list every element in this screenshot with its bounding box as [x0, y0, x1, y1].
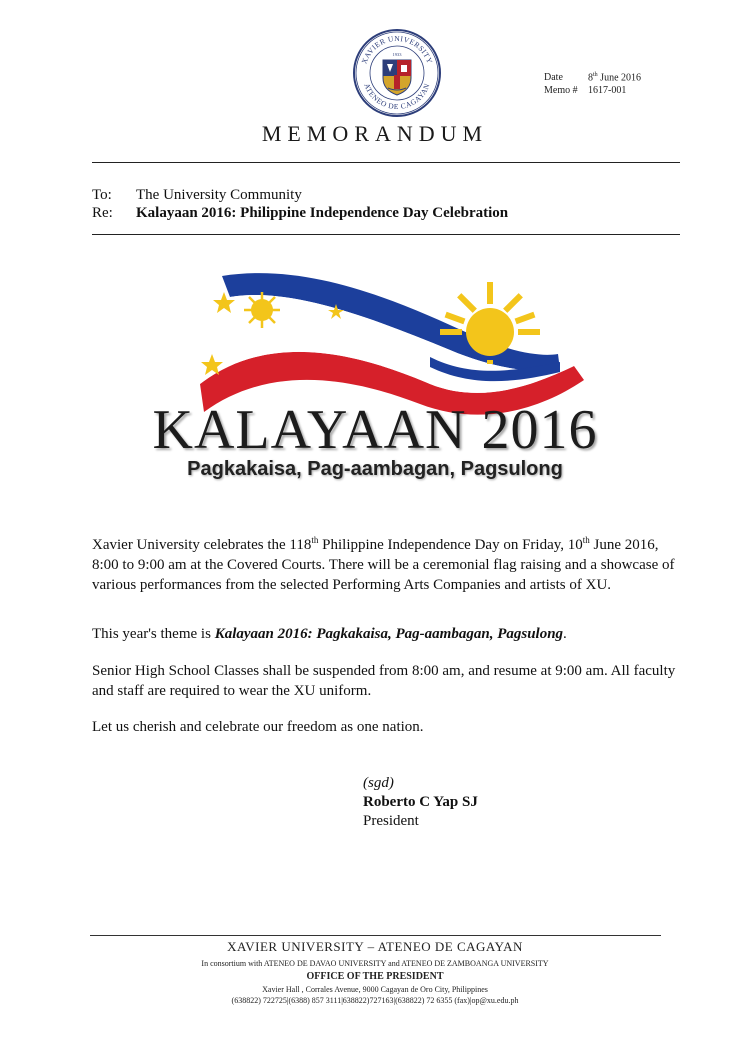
footer-address: Xavier Hall , Corrales Avenue, 9000 Cagayan de Oro City, Philippines [262, 985, 488, 994]
svg-text:ATENEO DE CAGAYAN: ATENEO DE CAGAYAN [362, 81, 432, 112]
sgd-mark: (sgd) [363, 775, 394, 791]
footer-divider [90, 935, 661, 936]
signatory-name: Roberto C Yap SJ [363, 794, 478, 810]
p2-theme: Kalayaan 2016: Pagkakaisa, Pag-aambagan, Pagsulong [214, 626, 564, 642]
memo-number: 1617-001 [588, 85, 627, 97]
re-line [92, 204, 508, 222]
to-label: To: [92, 187, 112, 203]
body-paragraph-1 [92, 530, 682, 595]
footer-contact: (638822) 722725|(6388) 857 3111|638822)727163|(638822) 72 6355 (fax)|op@xu.edu.ph [231, 996, 519, 1005]
memo-meta [544, 69, 641, 97]
footer-university: XAVIER UNIVERSITY – ATENEO DE CAGAYAN [227, 939, 523, 954]
re-value: Kalayaan 2016: Philippine Independence Day Celebration [136, 205, 509, 221]
to-line [92, 186, 302, 204]
body-paragraph-2 [92, 624, 682, 644]
signature-block [363, 774, 478, 831]
body-paragraph-4: Let us cherish and celebrate our freedom as one nation. [92, 719, 424, 735]
p1-text-c: June 2016, 8:00 to 9:00 am at the Covered Courts. There will be a ceremonial flag raising and a showcase of various performances from the selected Performing Arts Companies and artists of XU. [92, 537, 675, 593]
divider [92, 234, 680, 235]
p2-text-b: . [563, 626, 567, 642]
footer-office: OFFICE OF THE PRESIDENT [306, 971, 444, 982]
to-value: The University Community [136, 187, 302, 203]
p1-sup-1: th [311, 535, 319, 545]
banner-title: KALAYAAN 2016 [152, 399, 598, 461]
date-label: Date [544, 72, 563, 84]
re-label: Re: [92, 205, 113, 221]
p1-sup-2: th [582, 535, 590, 545]
svg-text:XAVIER UNIVERSITY: XAVIER UNIVERSITY [359, 33, 435, 66]
memo-title: MEMORANDUM [261, 121, 489, 146]
date-day: 8 [588, 72, 593, 84]
banner-tagline: Pagkakaisa, Pag-aambagan, Pagsulong [187, 458, 563, 480]
p1-text-a: Xavier University celebrates the 118 [92, 537, 312, 553]
divider [92, 162, 680, 163]
date-line [544, 69, 641, 84]
small-sun-icon [244, 292, 280, 328]
p1-text-b: Philippine Independence Day on Friday, 10 [318, 537, 583, 553]
date-rest: June 2016 [597, 72, 642, 84]
signatory-position: President [363, 813, 419, 829]
memo-label: Memo # [544, 85, 578, 97]
p2-text-a: This year's theme is [92, 626, 215, 642]
footer-consortium: In consortium with ATENEO DE DAVAO UNIVERSITY and ATENEO DE ZAMBOANGA UNIVERSITY [201, 959, 549, 968]
body-paragraph-3: Senior High School Classes shall be suspended from 8:00 am, and resume at 9:00 am. All faculty and staff are required to wear the XU uniform. [92, 663, 676, 699]
memo-number-line [544, 84, 641, 97]
date-suffix: th [593, 72, 598, 78]
university-seal-logo [352, 28, 442, 118]
svg-text:1933: 1933 [392, 52, 402, 57]
